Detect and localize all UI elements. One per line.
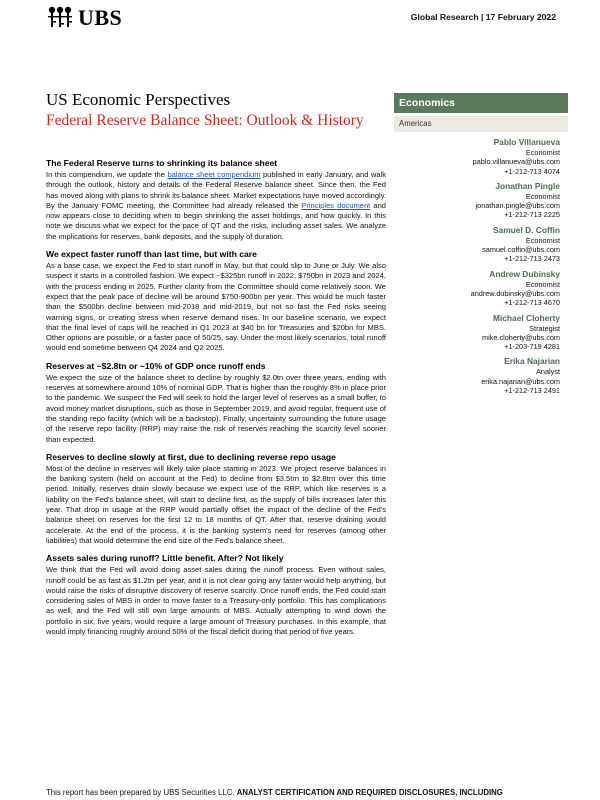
brand-name: UBS — [78, 5, 123, 30]
author-card — [394, 313, 560, 352]
region-label-americas: Americas — [394, 116, 568, 132]
author-name: Michael Cloherty — [492, 312, 560, 323]
report-date-header: Global Research | 17 February 2022 — [410, 12, 556, 22]
ubs-keys-logo-icon — [46, 5, 74, 31]
author-phone: +1-212-713 4670 — [504, 298, 560, 308]
author-role: Economist — [525, 235, 560, 245]
paragraph-text: In this compendium, we update the — [46, 170, 168, 179]
author-email[interactable]: mike.cloherty@ubs.com — [482, 332, 560, 342]
author-email[interactable]: erika.najarian@ubs.com — [481, 376, 560, 386]
author-email[interactable]: samuel.coffin@ubs.com — [482, 245, 560, 255]
author-phone: +1-212-713 2473 — [504, 254, 560, 264]
author-phone: +1-212-713 2491 — [504, 386, 560, 396]
author-phone: +1-203-719 4281 — [504, 342, 560, 352]
author-role: Economist — [525, 279, 560, 289]
author-name: Jonathan Pingle — [495, 180, 560, 191]
author-name: Erika Najarian — [504, 356, 560, 367]
author-role: Analyst — [536, 367, 560, 377]
section-runoff-pace — [46, 249, 386, 354]
report-subtitle: Federal Reserve Balance Sheet: Outlook & History — [46, 112, 364, 129]
author-name: Samuel D. Coffin — [492, 224, 560, 235]
author-phone: +1-212-713 4074 — [504, 166, 560, 176]
author-email[interactable]: jonathan.pingle@ubs.com — [475, 201, 560, 211]
author-email[interactable]: andrew.dubinsky@ubs.com — [470, 288, 560, 298]
section-paragraph: We think that the Fed will avoid doing asset sales during the runoff process. Even without sales, runoff could be as fast as $1.2tn per year, and it is not clear going any faster would help anything, but would raise the risks of disruptive discovery of reserve scarcity. Once runoff ends, the Fed could start considering sales of MBS in order to move faster to a Treasury-only portfolio. This has complications as well, and the Fed will still own large amounts of MBS. Actually attempting to wind down the portfolio in six, five years, would require a large amount of Treasury purchases. In this example, that would imply financing roughly around 50% of the fiscal deficit during that period of five years. — [46, 565, 386, 636]
author-name: Andrew Dubinsky — [489, 268, 560, 279]
section-asset-sales — [46, 553, 386, 637]
section-intro — [46, 158, 386, 242]
section-heading: Reserves at ~$2.8tn or ~10% of GDP once runoff ends — [46, 360, 266, 371]
section-heading: Assets sales during runoff? Little benefit. After? Not likely — [46, 553, 284, 564]
section-paragraph: As a base case, we expect the Fed to start runoff in May, but that could slip to June or July. We also suspect it starts in a controlled fashion. We expect ~$325bn runoff in 2022, $750bn in 2023 and 2024, with the process ending in 2025. Further clarity from the Committee should come relatively soon. We expect that the peak pace of decline will be around $750-900bn per year. This would be much faster than the $500bn decline between mid-2018 and mid-2019, but not so fast the Fed risks seeing warning signs, or creating stress when reserve demand rises. In our baseline scenario, we expect that the final level of caps will be reached in Q1 2023 at $40 bn for Treasuries and $20bn for MBS. Other options are possible, or a faster pace of 50/25, say. Under the most likely scenarios, total runoff would end sometime between Q4 2024 and Q2 2025. — [46, 261, 386, 353]
section-heading: Reserves to decline slowly at first, due to declining reverse repo usage — [46, 451, 336, 462]
section-reserves-level — [46, 361, 386, 445]
author-name: Pablo Villanueva — [493, 137, 560, 147]
report-body — [46, 158, 386, 644]
author-card — [394, 181, 560, 220]
author-email[interactable]: pablo.villanueva@ubs.com — [472, 157, 560, 167]
author-phone: +1-212-713 2225 — [504, 210, 560, 220]
author-card — [394, 269, 560, 308]
section-heading: We expect faster runoff than last time, but with care — [46, 249, 257, 260]
author-role: Economist — [525, 191, 560, 201]
section-heading: The Federal Reserve turns to shrinking its balance sheet — [46, 158, 278, 168]
section-paragraph — [46, 170, 386, 242]
ubs-logo — [46, 4, 122, 32]
author-role: Strategist — [529, 323, 560, 333]
author-list — [394, 137, 560, 400]
footer-disclosure-bold: ANALYST CERTIFICATION AND REQUIRED DISCLOSURES, INCLUDING — [236, 788, 503, 797]
author-card — [394, 356, 560, 395]
footer-text: This report has been prepared by UBS Securities LLC. — [46, 788, 235, 797]
section-paragraph: We expect the size of the balance sheet to decline by roughly $2.0tn over three years, ending with reserves at somewhere around 10% of nominal GDP. That is higher than the roughly 8% in place prior to the pandemic. We suspect the Fed will seek to hold the larger level of reserves as a small buffer, to avoid money market disruptions, such as those in September 2019, and avoid regular, frequent use of the standing repo facility (which will be a backstop). Finally, uncertainty surrounding the future usage of the reserve repo facility (RRP) may raise the risk of reserves reaching the scarcity level sooner than expected. — [46, 372, 386, 444]
balance-sheet-compendium-link[interactable]: balance sheet compendium — [167, 170, 261, 179]
author-role: Economist — [525, 148, 560, 157]
section-reserves-decline — [46, 452, 386, 546]
principles-document-link[interactable]: Principles document — [301, 200, 371, 210]
paragraph-text: published in early January, and walk through the outlook, history and details of the Federal Reserve balance sheet. Since then, the Fed has moved along with plans to shrink its balance sheet. Market expectations have moved accordingly. By the January FOMC meeting, the Committee had already released the — [46, 170, 386, 210]
report-title: US Economic Perspectives — [46, 90, 231, 109]
paragraph-text: and now appears close to deciding when to begin shrinking the asset holdings, and how quickly. In this note we discuss what we expect for the pace of QT and the risks, including asset sales. We analyze the implications for reserves, bank deposits, and the supply of duration. — [46, 200, 386, 241]
disclosure-footer — [46, 788, 503, 797]
author-card — [394, 137, 560, 176]
section-paragraph: Most of the decline in reserves will likely take place starting in 2023. We project reserve balances in the banking system (held on account at the Fed) to decline from $3.5trn to $2.8trn over this time period. Initially, reserves drain slowly because we expect use of the RRP, which like reserves is a liability on the Fed's balance sheet, will start to decline first, as the supply of bills increases later this year. That drop in usage at the RRP would partially offset the impact of the decline of the Fed's balance sheet on reserves for the first 12 to 18 months of QT. After that, reserve draining would accelerate. At the end of the process, it is the banking system's need for reserves (among other liabilities) that would determine the end size of the Fed's balance sheet. — [46, 463, 386, 545]
author-card — [394, 225, 560, 264]
section-label-economics: Economics — [394, 93, 568, 113]
